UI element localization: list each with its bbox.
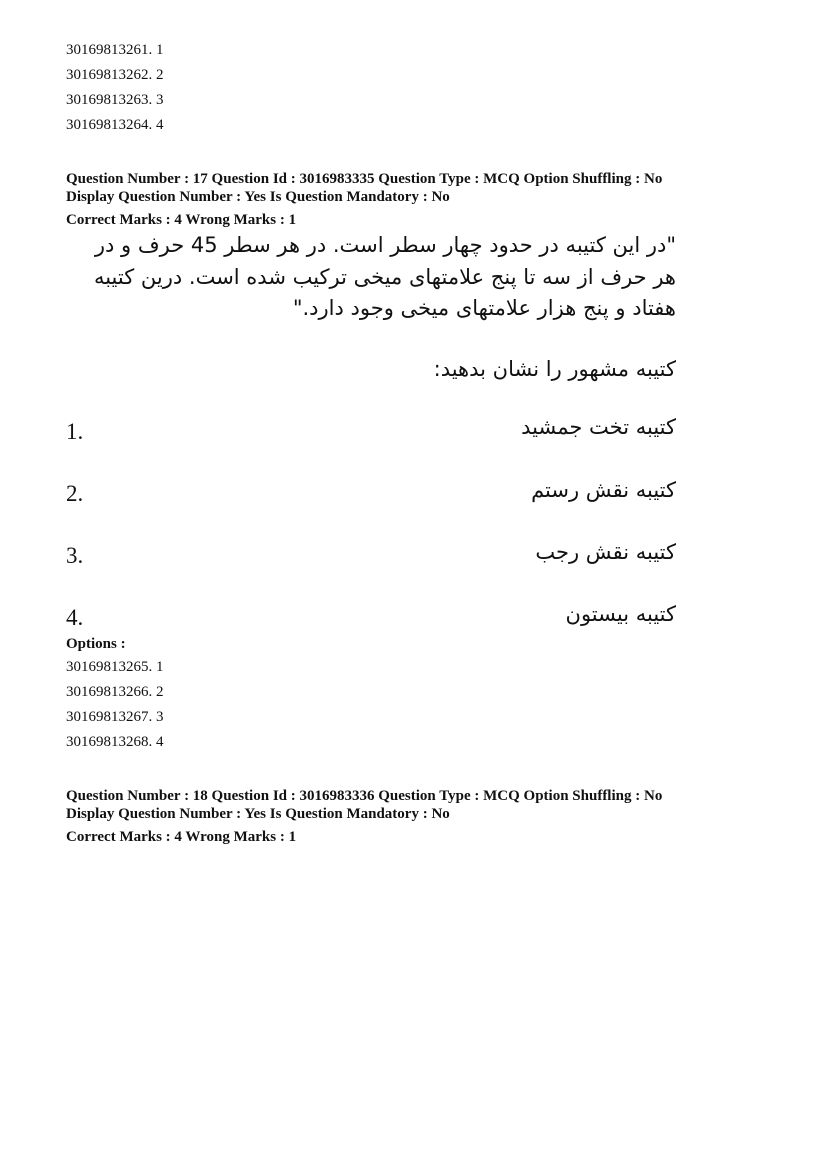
- q17-passage-line3: هفتاد و پنج هزار علامتهای میخی وجود دارد.": [292, 296, 676, 320]
- option-row: 30169813261. 1: [66, 42, 164, 58]
- option-row: 30169813267. 3: [66, 709, 164, 725]
- q17-meta-line3: Correct Marks : 4 Wrong Marks : 1: [66, 212, 297, 228]
- q18-meta-line3: Correct Marks : 4 Wrong Marks : 1: [66, 829, 297, 845]
- option-row: 30169813263. 3: [66, 92, 164, 108]
- q18-meta-line1: Question Number : 18 Question Id : 3016983336 Question Type : MCQ Option Shuffling : No: [66, 788, 663, 804]
- choice-number-4: 4.: [66, 605, 84, 630]
- options-label: Options :: [66, 636, 126, 652]
- option-row: 30169813262. 2: [66, 67, 164, 83]
- choice-text-1: کتیبه تخت جمشید: [521, 415, 676, 439]
- choice-number-3: 3.: [66, 543, 84, 568]
- choice-text-4: کتیبه بیستون: [565, 602, 676, 626]
- q17-prompt: کتیبه مشهور را نشان بدهید:: [433, 357, 676, 381]
- option-row: 30169813266. 2: [66, 684, 164, 700]
- option-row: 30169813265. 1: [66, 659, 164, 675]
- q18-meta-line2: Display Question Number : Yes Is Question Mandatory : No: [66, 806, 450, 822]
- option-row: 30169813264. 4: [66, 117, 164, 133]
- q17-passage-line2: هر حرف از سه تا پنج علامتهای میخی ترکیب شده است. درین کتیبه: [93, 265, 676, 289]
- choice-number-2: 2.: [66, 481, 84, 506]
- option-row: 30169813268. 4: [66, 734, 164, 750]
- choice-text-2: کتیبه نقش رستم: [531, 478, 676, 502]
- choice-number-1: 1.: [66, 419, 84, 444]
- q17-meta-line1: Question Number : 17 Question Id : 3016983335 Question Type : MCQ Option Shuffling : No: [66, 171, 663, 187]
- q17-meta-line2: Display Question Number : Yes Is Question Mandatory : No: [66, 189, 450, 205]
- q17-passage-line1: "در این کتیبه در حدود چهار سطر است. در هر سطر 45 حرف و در: [94, 233, 676, 257]
- choice-text-3: کتیبه نقش رجب: [535, 540, 676, 564]
